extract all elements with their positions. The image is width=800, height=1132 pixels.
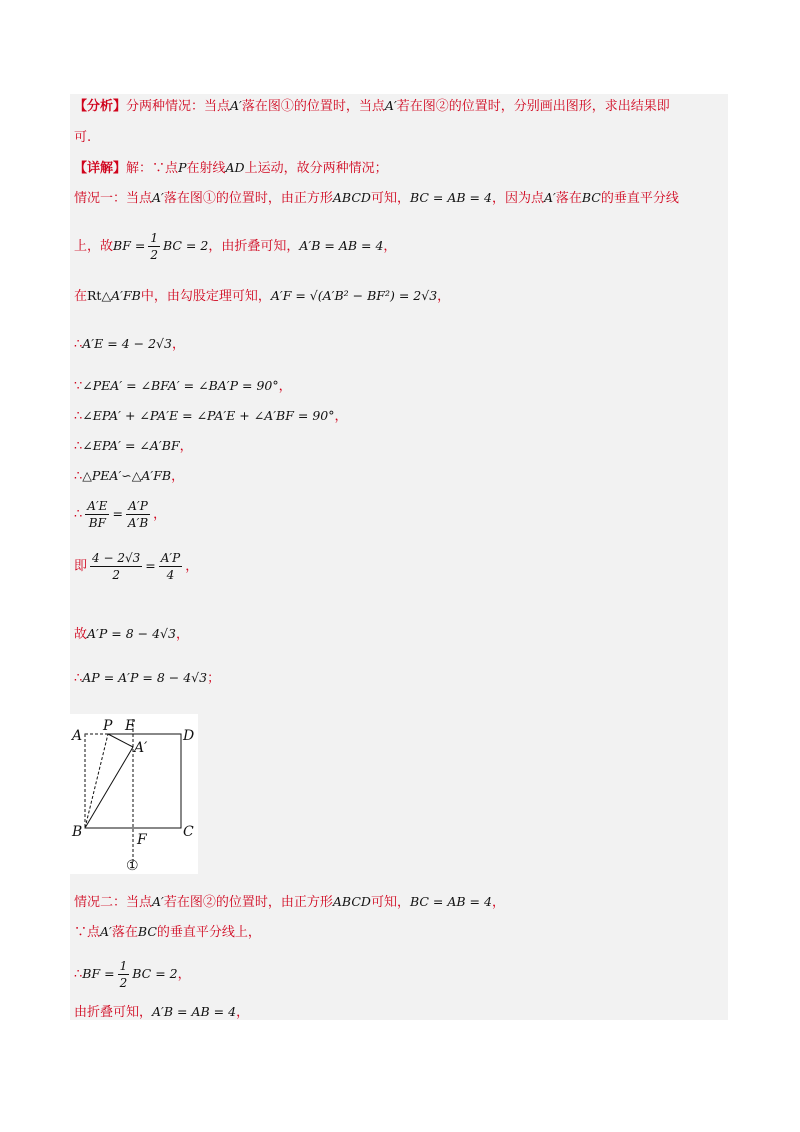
math-bc: BC	[137, 924, 157, 939]
fraction-2	[126, 498, 150, 531]
case1-text-b: 落在图①的位置时，由正方形	[163, 191, 333, 206]
math-a-prime: A′	[230, 98, 242, 113]
line-similar	[74, 468, 184, 485]
case1-text-d: ，因为点	[491, 191, 544, 206]
case1-line	[74, 190, 679, 207]
math-aprimee: A′E = 4 − 2√3	[82, 336, 172, 351]
comma: ，	[175, 627, 189, 642]
comma: ，	[278, 379, 292, 394]
analysis-tag: 【分析】	[74, 99, 127, 114]
label-b: B	[72, 824, 83, 840]
case2-text-b: 若在图②的位置时，由正方形	[163, 895, 333, 910]
case2-bisector-line	[74, 924, 261, 941]
math-angles-eq2: ∠EPA′ = ∠A′BF	[82, 438, 180, 453]
frac-den: 2	[150, 248, 158, 262]
label-c: C	[183, 824, 194, 840]
l9-text-a: 故	[74, 627, 88, 642]
analysis-line	[74, 98, 670, 115]
semicolon: ；	[207, 671, 221, 686]
math-abcd: ABCD	[332, 190, 371, 205]
case1-text-a: 情况一：当点	[74, 191, 153, 206]
l15-text-a: 点	[87, 925, 101, 940]
math-a-prime: A′	[543, 190, 556, 205]
math-ap: AP = A′P = 8 − 4√3	[82, 670, 208, 685]
frac-num: A′E	[87, 499, 108, 513]
label-a: A	[72, 728, 83, 744]
line-aprimee	[74, 336, 185, 353]
comma: ，	[334, 409, 348, 424]
math-bf-eq: BF =	[113, 238, 146, 253]
math-rt: Rt△	[87, 288, 112, 303]
math-bc-ab-4: BC = AB = 4	[409, 894, 492, 909]
comma: ，	[179, 439, 193, 454]
l4-text-a: 上，故	[74, 239, 114, 254]
label-d: D	[183, 728, 195, 744]
case1-text-f: 的垂直平分线	[600, 191, 679, 206]
line-angles-sum	[74, 408, 348, 425]
math-aprimep: A′P = 8 − 4√3	[87, 626, 176, 641]
analysis-text-b: 落在图①的位置时，当点	[241, 99, 385, 114]
comma: ，	[236, 1005, 250, 1020]
comma: ，	[171, 469, 185, 484]
l15-text-c: 的垂直平分线上，	[156, 925, 261, 940]
math-angles-sum: ∠EPA′ + ∠PA′E = ∠PA′E + ∠A′BF = 90°	[82, 408, 335, 423]
therefore-symbol: ∴	[74, 967, 83, 982]
frac-den: BF	[88, 516, 106, 530]
case1-text-c: 可知，	[370, 191, 410, 206]
math-similar: △PEA′∽△A′FB	[82, 468, 172, 483]
geometry-figure-1	[70, 714, 198, 874]
analysis-text-d: 可.	[74, 130, 92, 145]
math-p: P	[178, 160, 187, 175]
label-f: F	[137, 832, 147, 848]
l5-text-a: 在	[74, 289, 88, 304]
math-bc: BC	[581, 190, 601, 205]
therefore-symbol: ∴	[74, 671, 83, 686]
line-pythag	[74, 288, 450, 305]
label-a-prime: A′	[134, 740, 148, 756]
comma: ，	[153, 507, 167, 522]
l8-text-a: 即	[74, 559, 88, 574]
frac-num: A′P	[126, 498, 150, 515]
math-a-prime: A′	[152, 894, 164, 909]
frac-den: 4	[166, 568, 175, 582]
math-a-prime: A′	[100, 924, 112, 939]
frac-den: 2	[119, 976, 128, 990]
math-a-prime: A′	[384, 98, 397, 113]
detail-text-c: 在射线	[186, 161, 226, 176]
case2-fold-line	[74, 1004, 249, 1021]
frac-den: A′B	[127, 516, 149, 530]
l4-text-b: ，由折叠可知，	[208, 239, 300, 254]
label-p: P	[103, 718, 113, 734]
frac-num: 4 − 2√3	[92, 551, 141, 565]
detail-line	[74, 160, 388, 177]
fraction-3	[90, 550, 142, 583]
segment-bp-dashed	[85, 734, 108, 828]
because-symbol: ∵	[152, 161, 166, 176]
frac-num: A′P	[160, 551, 181, 565]
math-abcd: ABCD	[332, 894, 371, 909]
detail-text-a: 解：	[126, 161, 153, 176]
analysis-text-c: 若在图②的位置时，分别画出图形，求出结果即	[396, 99, 670, 114]
math-aprimeb: A′B = AB = 4	[152, 1004, 237, 1019]
segment-p-aprime	[108, 734, 133, 747]
analysis-line-cont	[74, 130, 91, 146]
line-bf	[74, 230, 396, 263]
case2-text-c: 可知，	[370, 895, 410, 910]
math-angles-eq: ∠PEA′ = ∠BFA′ = ∠BA′P = 90°	[82, 378, 279, 393]
detail-tag: 【详解】	[74, 161, 127, 176]
label-e: E	[125, 718, 136, 734]
therefore-symbol: ∴	[74, 439, 83, 454]
case2-text-a: 情况二：当点	[74, 895, 153, 910]
l15-text-b: 落在	[111, 925, 138, 940]
line-ratio	[74, 498, 166, 531]
math-aprimef: A′F = √(A′B² − BF²) = 2√3	[270, 288, 438, 303]
line-angles	[74, 378, 292, 395]
frac-num: 1	[119, 959, 128, 973]
frac-den: 2	[112, 568, 120, 582]
comma: ，	[185, 559, 199, 574]
math-ad: AD	[225, 160, 245, 175]
case2-bf-line	[74, 958, 191, 991]
line-aprimep	[74, 626, 189, 643]
math-aprimeb: A′B = AB = 4	[299, 238, 384, 253]
math-eq: =	[145, 558, 156, 573]
l17-text-a: 由折叠可知，	[74, 1005, 153, 1020]
therefore-symbol: ∴	[74, 337, 83, 352]
because-symbol: ∵	[74, 379, 83, 394]
detail-text-b: 点	[165, 161, 179, 176]
line-ratio-num	[74, 550, 198, 583]
comma: ，	[437, 289, 451, 304]
segment-b-aprime	[85, 747, 133, 828]
math-aprimefb: A′FB	[111, 288, 141, 303]
fraction-1	[85, 498, 109, 531]
math-bc-2: BC = 2	[162, 238, 209, 253]
math-a-prime: A′	[152, 190, 164, 205]
comma: ，	[383, 239, 397, 254]
comma: ，	[171, 337, 185, 352]
math-bc-ab-4: BC = AB = 4	[409, 190, 492, 205]
therefore-symbol: ∴	[74, 469, 83, 484]
comma: ，	[491, 895, 505, 910]
math-bc-2: BC = 2	[132, 966, 178, 981]
case1-text-e: 落在	[555, 191, 582, 206]
fraction-half-2	[118, 958, 130, 991]
fraction-4	[159, 550, 182, 583]
therefore-symbol: ∴	[74, 507, 83, 522]
l5-text-b: 中，由勾股定理可知，	[140, 289, 271, 304]
math-eq: =	[112, 506, 123, 521]
frac-num: 1	[150, 231, 158, 245]
math-bf-eq: BF =	[82, 966, 115, 981]
detail-text-d: 上运动，故分两种情况；	[244, 161, 388, 176]
line-ap	[74, 670, 220, 687]
analysis-text-a: 分两种情况：当点	[126, 99, 231, 114]
line-angles-eq2	[74, 438, 193, 455]
comma: ，	[177, 967, 191, 982]
therefore-symbol: ∴	[74, 409, 83, 424]
because-symbol: ∵	[74, 925, 88, 940]
label-figure-1: ①	[126, 858, 139, 874]
case2-line	[74, 894, 505, 911]
fraction-half	[148, 230, 160, 263]
